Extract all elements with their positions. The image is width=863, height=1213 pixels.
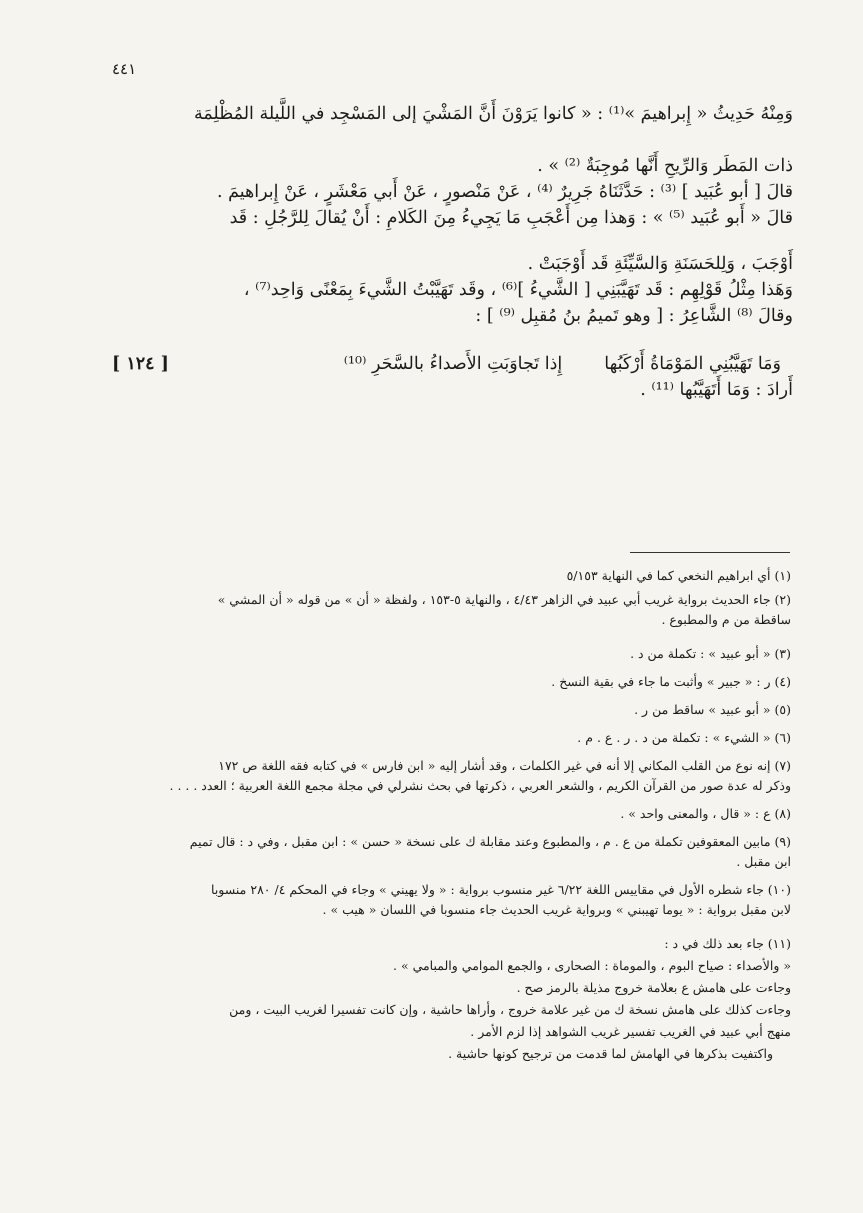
footnote — [100, 590, 791, 630]
footnote-line: ساقطة من م والمطبوع . — [661, 612, 791, 627]
footnote: (٥) « أبو عبيد » ساقط من ر . — [634, 702, 791, 717]
paragraph-line: أَوْجَبَ ، وَلِلحَسَنَةِ وَالسَّيِّئَةِ قَد أَوْجَبَتْ . — [527, 254, 793, 274]
footnote-line: واكتفيت بذكرها في الهامش لما قدمت من ترجيح كونها حاشية . — [448, 1046, 773, 1061]
footnotes — [100, 566, 791, 1064]
footnote — [100, 880, 791, 920]
paragraph-poet-intro: وقالَ ⁽⁸⁾ الشَّاعِرُ : [ وهو تَميمُ بنُ مُقبِل ⁽⁹⁾ ] : — [475, 306, 793, 326]
paragraph-hadith-ibrahim — [112, 95, 793, 179]
footnote: (١) أي ابراهيم النخعي كما في النهاية ٥/١٥٣ — [566, 568, 791, 583]
footnote — [100, 934, 791, 1064]
footnote-line: (١١) جاء بعد ذلك في د : — [664, 936, 791, 951]
footnote-line: (١٠) جاء شطره الأول في مقاييس اللغة ٦/٢٢ غير منسوب برواية : « ولا يهيني » وجاء في المحكم ٤/ ٢٨٠ منسوبا — [211, 882, 791, 897]
footnote-line: وجاءت على هامش ع بعلامة خروج مذيلة بالرمز صح . — [516, 980, 791, 995]
footnote: (٦) « الشيء » : تكملة من د . ر . ع . م . — [577, 730, 791, 745]
footnote-line: وذكر له عدة صور من القرآن الكريم ، والشعر العربي ، ذكرتها في بحث نشرلي في مجلة مجمع اللغة العربية ؛ العدد . . . . — [169, 778, 791, 793]
paragraph-example: وَهَذا مِثْلُ قَوْلِهِم : قَد تَهَيَّبَنِي [ الشَّيءُ ]⁽⁶⁾ ، وقَد تَهَيَّبْتُ الشَّيءَ بِمَعْنًى وَاحِد⁽⁷⁾ ، — [243, 280, 793, 300]
footnote-line: ابن مقبل . — [736, 854, 791, 869]
main-text — [112, 95, 793, 403]
verse-reference-number: [ ١٢٤ ] — [112, 354, 169, 374]
footnote: (٨) ع : « قال ، والمعنى واحد » . — [620, 806, 791, 821]
footnote: (٣) « أبو عبيد » : تكملة من د . — [630, 646, 791, 661]
footnote-line: « والأصداء : صياح البوم ، والموماة : الصحارى ، والجمع الموامي والمبامي » . — [393, 958, 791, 973]
footnote: (٤) ر : « جبير » وأثبت ما جاء في بقية النسخ . — [551, 674, 791, 689]
paragraph-line: قالَ « أَبو عُبَيد ⁽⁵⁾ » : وَهذا مِن أَعْجَبِ مَا يَجِيءُ مِنَ الكَلامِ : أَنْ يُقالَ لِلرَّجُلِ : قَد — [229, 208, 793, 228]
footnote — [100, 832, 791, 872]
footnote-line: وجاءت كذلك على هامش نسخة ك من غير علامة خروج ، وأراها حاشية ، وإن كانت تفسيرا لغريب البيت ، ومن — [229, 1002, 791, 1017]
paragraph-line: وَمِنْهُ حَدِيثُ « إِبراهيمَ »⁽¹⁾ : « كانوا يَرَوْنَ أَنَّ المَشْيَ إلى المَسْجِد في اللَّيلة المُظْلِمَة — [193, 104, 793, 124]
verse-hemistich-first: وَمَا تَهَيَّبُنِي المَوْمَاةُ أَرْكَبُها — [604, 354, 781, 374]
paragraph-isnad: قالَ [ أبو عُبَيد ] ⁽³⁾ : حَدَّثَنَاهُ جَرِيرٌ ⁽⁴⁾ ، عَنْ مَنْصورٍ ، عَنْ أَبي مَعْشَرٍ ، عَنْ إِبراهيمَ . — [216, 182, 793, 202]
page-number: ٤٤١ — [112, 60, 137, 78]
footnote-line: (٩) مابين المعقوفين تكملة من ع . م ، والمطبوع وعند مقابلة ك على نسخة « حسن » : ابن مقبل ، وفي د : قال تميم — [189, 834, 791, 849]
footnote-line: منهج أبي عبيد في الغريب تفسير غريب الشواهد إذا لزم الأمر . — [470, 1024, 791, 1039]
paragraph-line: ذات المَطَر وَالرِّيحِ أَنَّها مُوجِبَةٌ ⁽²⁾ » . — [537, 156, 793, 176]
footnote-line: (٧) إنه نوع من القلب المكاني إلا أنه في غير الكلمات ، وقد أشار إليه « ابن فارس » في كتابه فقه اللغة ص ١٧٢ — [218, 758, 791, 773]
footnote-line: لابن مقبل برواية : « يوما تهيبني » وبرواية غريب الحديث جاء منسوبا في اللسان « هيب » . — [322, 902, 791, 917]
paragraph-explanation: أَرادَ : وَمَا أَتَهَيَّبُها ⁽¹¹⁾ . — [640, 380, 793, 400]
footnote — [100, 756, 791, 796]
footnote-divider — [630, 552, 790, 553]
poetry-verse — [112, 351, 793, 377]
paragraph-commentary — [112, 205, 793, 277]
footnote-line: (٢) جاء الحديث برواية غريب أبي عبيد في الزاهر ٤/٤٣ ، والنهاية ٥-١٥٣ ، ولفظة « أن » من قوله « أن المشي » — [217, 592, 791, 607]
verse-hemistich-second: إِذا تَجاوَبَتِ الأَصداءُ بالسَّحَرِ ⁽¹⁰⁾ — [343, 354, 563, 374]
